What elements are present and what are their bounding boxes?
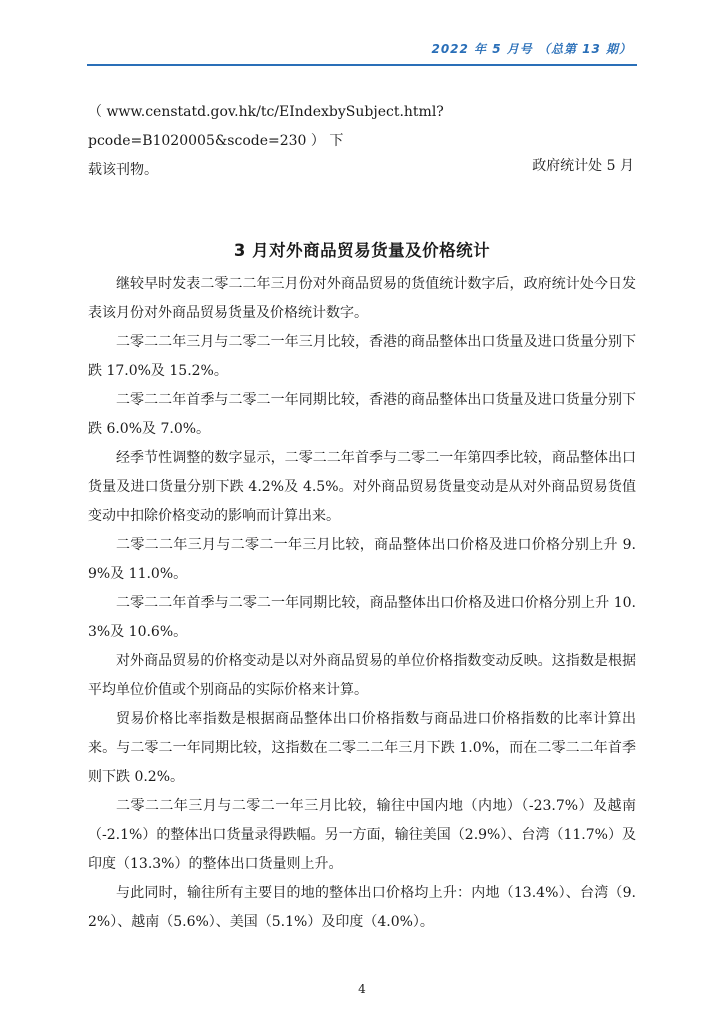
paragraph-3: 二零二二年首季与二零二一年同期比较，香港的商品整体出口货量及进口货量分别下跌 6.0%及 7.0%。 xyxy=(88,392,636,437)
paragraph-4: 经季节性调整的数字显示，二零二二年首季与二零二一年第四季比较，商品整体出口货量及进口货量分别下跌 4.2%及 4.5%。对外商品贸易货量变动是从对外商品贸易货值变动中扣除价格变动的影响而计算出来。 xyxy=(88,450,636,524)
issue-header: 2022 年 5 月号 （总第 13 期） xyxy=(431,42,632,56)
signature: 政府统计处 5 月 xyxy=(532,158,634,174)
continuation-line-1: （ www.censtatd.gov.hk/tc/EIndexbySubject.html?pcode=B1020005&scode=230 ） 下 xyxy=(88,104,444,149)
paragraph-7: 对外商品贸易的价格变动是以对外商品贸易的单位价格指数变动反映。这指数是根据平均单位价值或个别商品的实际价格来计算。 xyxy=(88,653,636,698)
paragraph-2: 二零二二年三月与二零二一年三月比较，香港的商品整体出口货量及进口货量分别下跌 17.0%及 15.2%。 xyxy=(88,334,636,379)
paragraph-1: 继较早时发表二零二二年三月份对外商品贸易的货值统计数字后，政府统计处今日发表该月份对外商品贸易货量及价格统计数字。 xyxy=(88,276,636,321)
paragraph-6: 二零二二年首季与二零二一年同期比较，商品整体出口价格及进口价格分别上升 10.3%及 10.6%。 xyxy=(88,595,636,640)
article-body xyxy=(88,270,636,937)
paragraph-9: 二零二二年三月与二零二一年三月比较，输往中国内地（内地）（-23.7%）及越南（-2.1%）的整体出口货量录得跌幅。另一方面，输往美国（2.9%）、台湾（11.7%）及印度（13.3%）的整体出口货量则上升。 xyxy=(88,798,636,872)
paragraph-5: 二零二二年三月与二零二一年三月比较，商品整体出口价格及进口价格分别上升 9.9%及 11.0%。 xyxy=(88,537,636,582)
article-title: 3 月对外商品贸易货量及价格统计 xyxy=(233,241,491,260)
header-divider xyxy=(87,64,637,66)
page-number: 4 xyxy=(358,982,366,996)
paragraph-10: 与此同时，输往所有主要目的地的整体出口价格均上升：内地（13.4%）、台湾（9.2%）、越南（5.6%）、美国（5.1%）及印度（4.0%）。 xyxy=(88,885,636,930)
paragraph-8: 贸易价格比率指数是根据商品整体出口价格指数与商品进口价格指数的比率计算出来。与二零二一年同期比较，这指数在二零二二年三月下跌 1.0%，而在二零二二年首季则下跌 0.2%。 xyxy=(88,711,636,785)
continuation-line-2: 载该刊物。 xyxy=(88,162,158,178)
